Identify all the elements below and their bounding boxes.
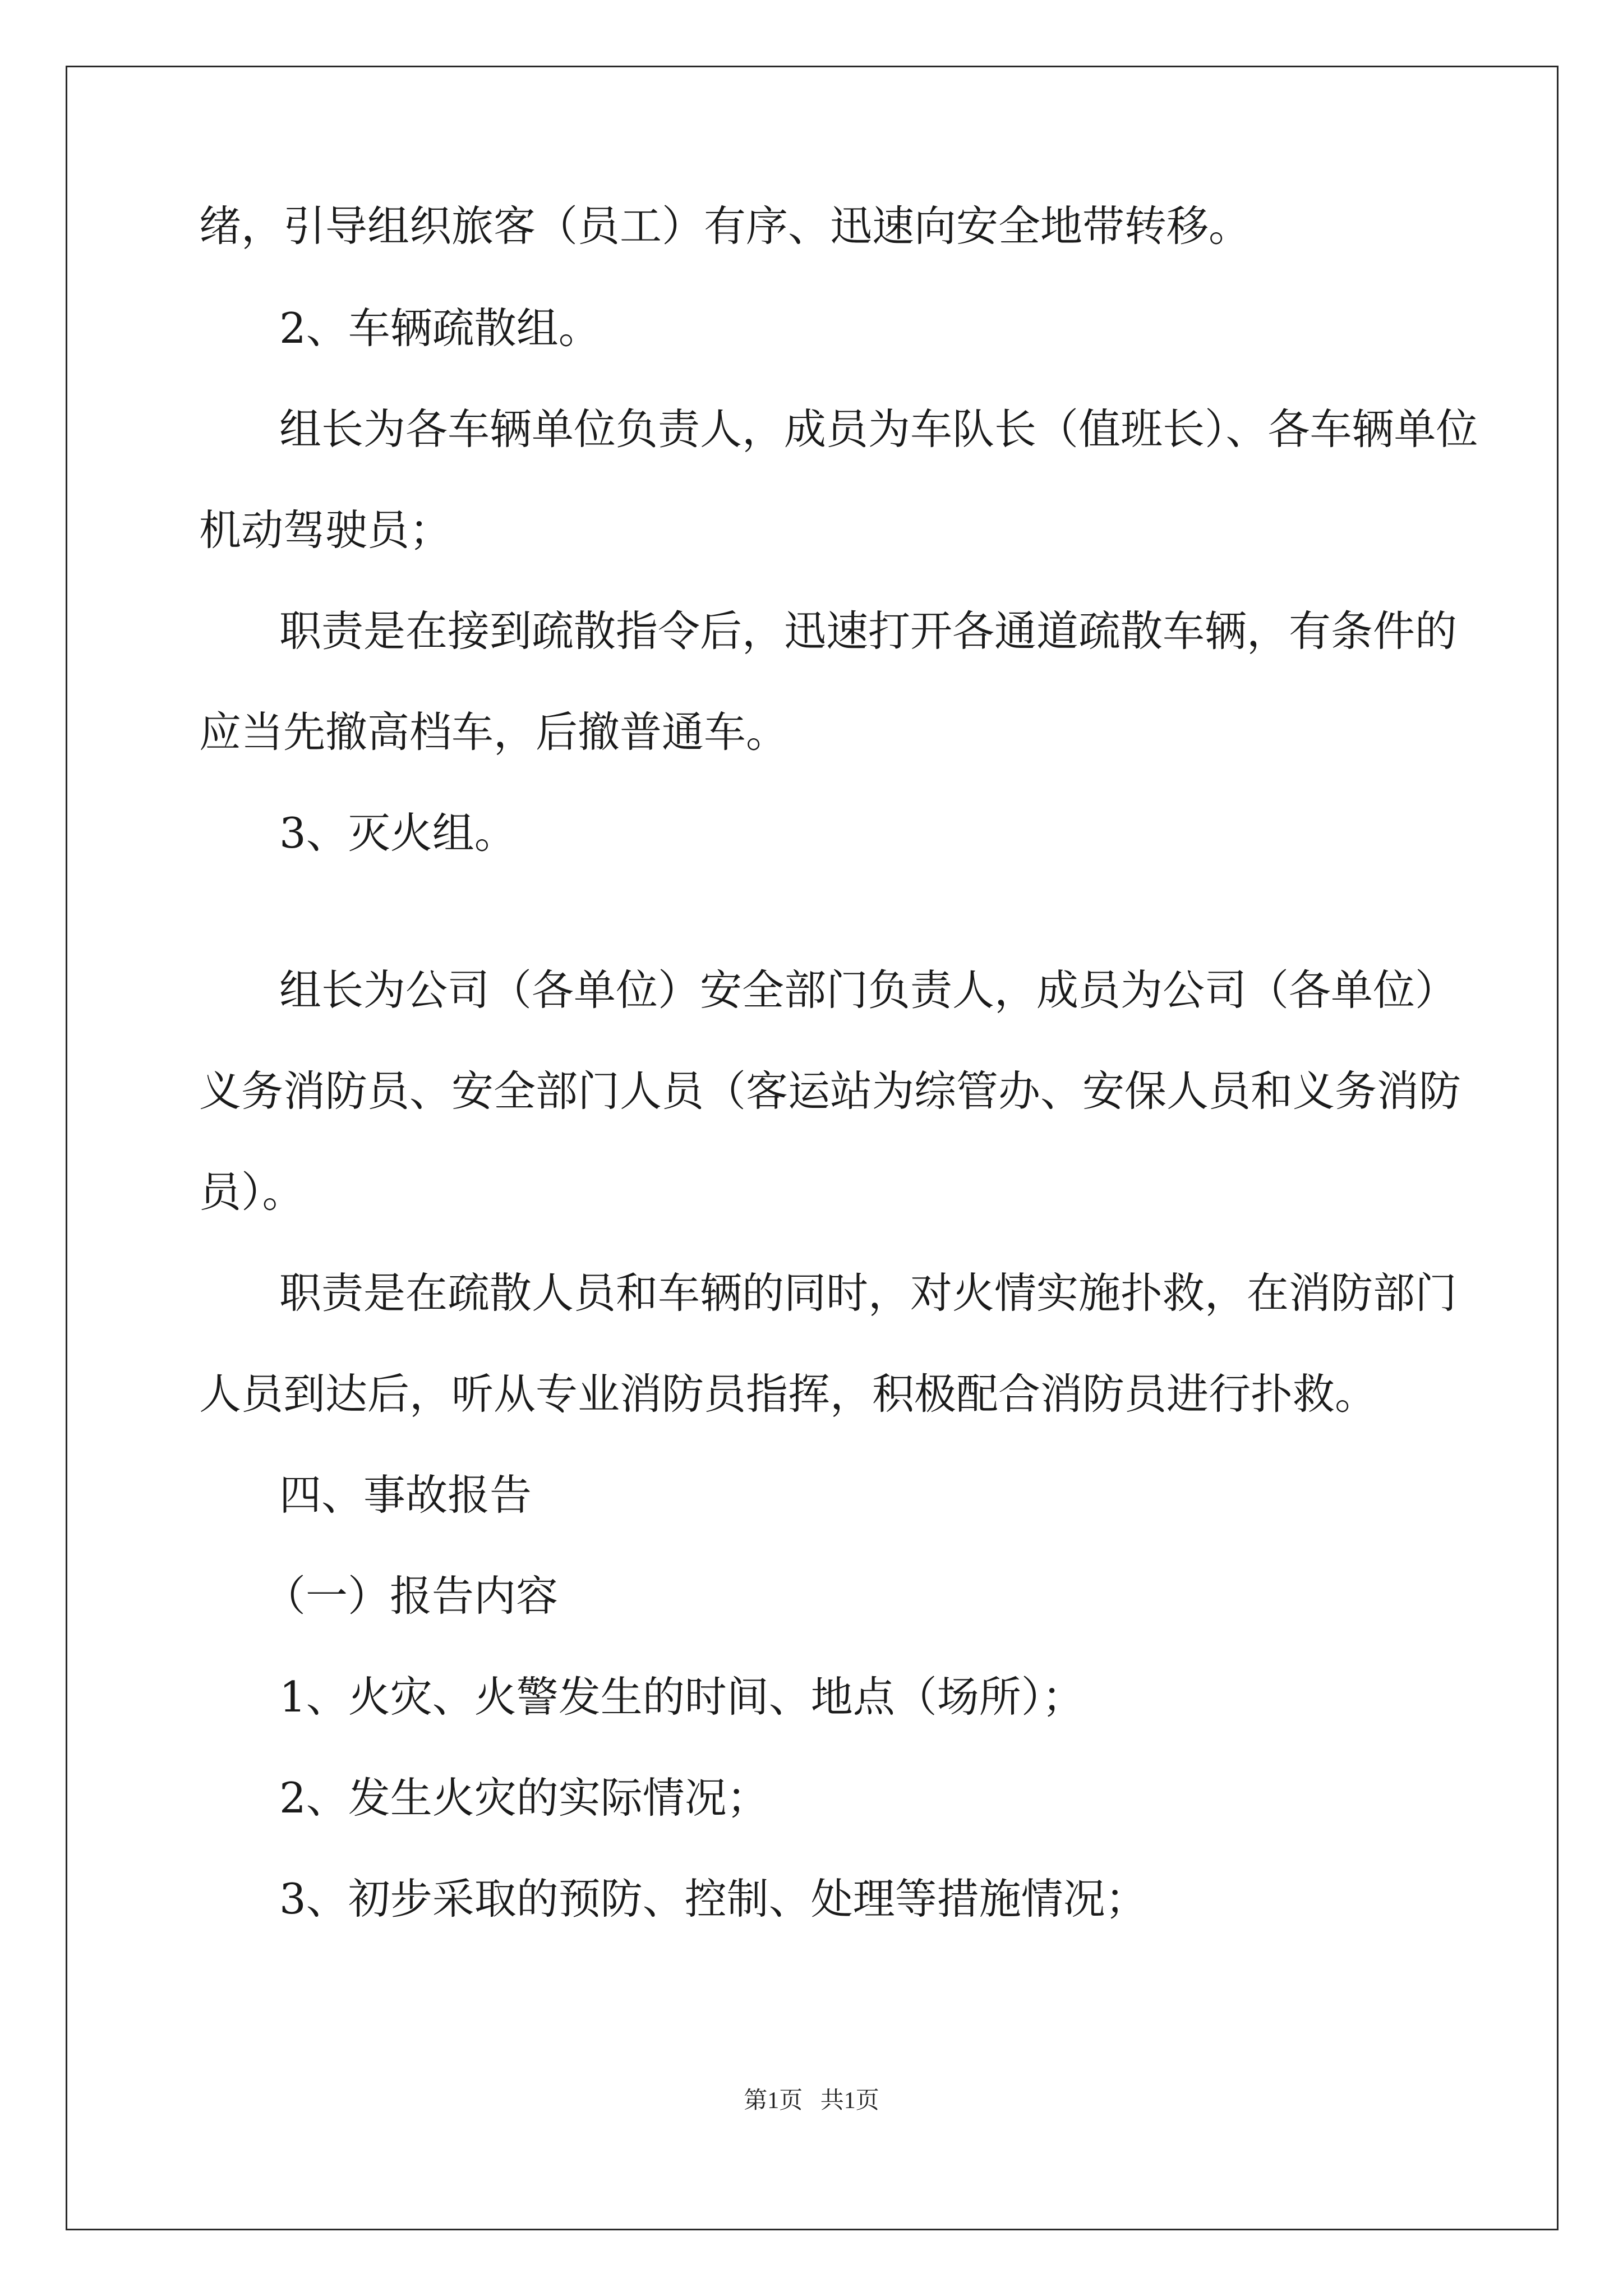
paragraph-line: 义务消防员、安全部门人员（客运站为综管办、安保人员和义务消防 [199, 1066, 1461, 1116]
paragraph-line: 职责是在疏散人员和车辆的同时，对火情实施扑救，在消防部门 [279, 1268, 1458, 1318]
paragraph-line: 人员到达后，听从专业消防员指挥，积极配合消防员进行扑救。 [199, 1369, 1377, 1419]
paragraph-line: 职责是在接到疏散指令后，迅速打开各通道疏散车辆，有条件的 [279, 606, 1458, 656]
paragraph-line: 员）。 [199, 1167, 305, 1217]
list-item: 2、发生火灾的实际情况； [279, 1773, 769, 1823]
list-item: 1、火灾、火警发生的时间、地点（场所）； [279, 1672, 1085, 1722]
paragraph-line: 组长为公司（各单位）安全部门负责人，成员为公司（各单位） [279, 965, 1458, 1015]
list-item: 3、初步采取的预防、控制、处理等措施情况； [279, 1874, 1147, 1924]
paragraph-line: 绪，引导组织旅客（员工）有序、迅速向安全地带转移。 [199, 201, 1251, 251]
paragraph-line: 组长为各车辆单位负责人，成员为车队长（值班长）、各车辆单位 [279, 404, 1478, 454]
paragraph-line: 机动驾驶员； [199, 505, 452, 555]
paragraph-line: 应当先撤高档车，后撤普通车。 [199, 707, 789, 757]
paragraph-line: 2、车辆疏散组。 [279, 303, 601, 353]
section-heading: 四、事故报告 [279, 1470, 532, 1520]
subsection-heading: （一）报告内容 [264, 1571, 559, 1621]
paragraph-line: 3、灭火组。 [279, 808, 517, 858]
page-number: 第1页 共1页 [744, 2088, 879, 2114]
